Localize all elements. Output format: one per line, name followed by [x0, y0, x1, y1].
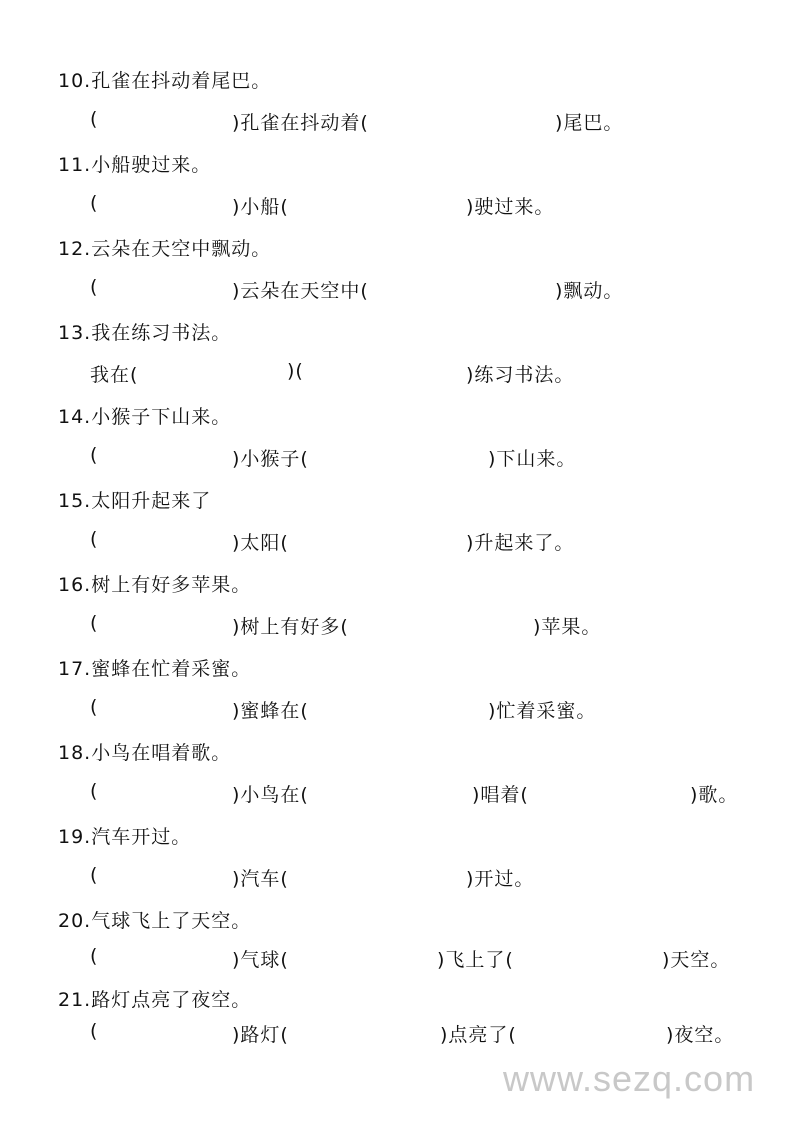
answer-segment: )路灯(: [232, 1024, 289, 1046]
answer-segment: )开过。: [466, 868, 535, 890]
question-21-answer-line: [0, 1020, 800, 1050]
answer-segment: )太阳(: [232, 532, 289, 554]
question-12-answer-line: [0, 276, 800, 306]
answer-segment: )气球(: [232, 949, 289, 971]
answer-segment: )(: [287, 360, 304, 382]
question-19-prompt: 19.汽车开过。: [58, 826, 192, 848]
answer-segment: )孔雀在抖动着(: [232, 112, 369, 134]
question-16-answer-line: [0, 612, 800, 642]
answer-segment: )飘动。: [555, 280, 624, 302]
answer-segment: )尾巴。: [555, 112, 624, 134]
answer-segment: )树上有好多(: [232, 616, 349, 638]
question-13-prompt: 13.我在练习书法。: [58, 322, 232, 344]
answer-segment: (: [90, 696, 99, 718]
answer-segment: )唱着(: [472, 784, 529, 806]
answer-segment: )下山来。: [488, 448, 577, 470]
answer-segment: (: [90, 945, 99, 967]
answer-segment: (: [90, 108, 99, 130]
question-19-answer-line: [0, 864, 800, 894]
answer-segment: )小船(: [232, 196, 289, 218]
question-17-answer-line: [0, 696, 800, 726]
answer-segment: )小猴子(: [232, 448, 309, 470]
answer-segment: (: [90, 1020, 99, 1042]
answer-segment: )练习书法。: [466, 364, 575, 386]
answer-segment: )忙着采蜜。: [488, 700, 597, 722]
answer-segment: )苹果。: [533, 616, 602, 638]
question-15-prompt: 15.太阳升起来了: [58, 490, 212, 512]
question-11-answer-line: [0, 192, 800, 222]
answer-segment: (: [90, 612, 99, 634]
answer-segment: )点亮了(: [440, 1024, 517, 1046]
answer-segment: (: [90, 444, 99, 466]
question-17-prompt: 17.蜜蜂在忙着采蜜。: [58, 658, 252, 680]
question-20-answer-line: [0, 945, 800, 975]
answer-segment: (: [90, 192, 99, 214]
answer-segment: )蜜蜂在(: [232, 700, 309, 722]
answer-segment: )小鸟在(: [232, 784, 309, 806]
watermark: www.sezq.com: [503, 1058, 756, 1099]
answer-segment: )升起来了。: [466, 532, 575, 554]
answer-segment: (: [90, 276, 99, 298]
answer-segment: (: [90, 864, 99, 886]
question-18-answer-line: [0, 780, 800, 810]
question-14-answer-line: [0, 444, 800, 474]
answer-segment: 我在(: [90, 364, 139, 386]
answer-segment: )天空。: [662, 949, 731, 971]
question-10-prompt: 10.孔雀在抖动着尾巴。: [58, 70, 272, 92]
answer-segment: )飞上了(: [437, 949, 514, 971]
question-14-prompt: 14.小猴子下山来。: [58, 406, 232, 428]
answer-segment: )歌。: [690, 784, 739, 806]
question-21-prompt: 21.路灯点亮了夜空。: [58, 989, 252, 1011]
question-10-answer-line: [0, 108, 800, 138]
question-13-answer-line: [0, 360, 800, 390]
answer-segment: )汽车(: [232, 868, 289, 890]
answer-segment: )驶过来。: [466, 196, 555, 218]
answer-segment: (: [90, 780, 99, 802]
question-15-answer-line: [0, 528, 800, 558]
question-18-prompt: 18.小鸟在唱着歌。: [58, 742, 232, 764]
answer-segment: )夜空。: [666, 1024, 735, 1046]
question-16-prompt: 16.树上有好多苹果。: [58, 574, 252, 596]
question-11-prompt: 11.小船驶过来。: [58, 154, 212, 176]
question-12-prompt: 12.云朵在天空中飘动。: [58, 238, 272, 260]
answer-segment: )云朵在天空中(: [232, 280, 369, 302]
answer-segment: (: [90, 528, 99, 550]
question-20-prompt: 20.气球飞上了天空。: [58, 910, 252, 932]
